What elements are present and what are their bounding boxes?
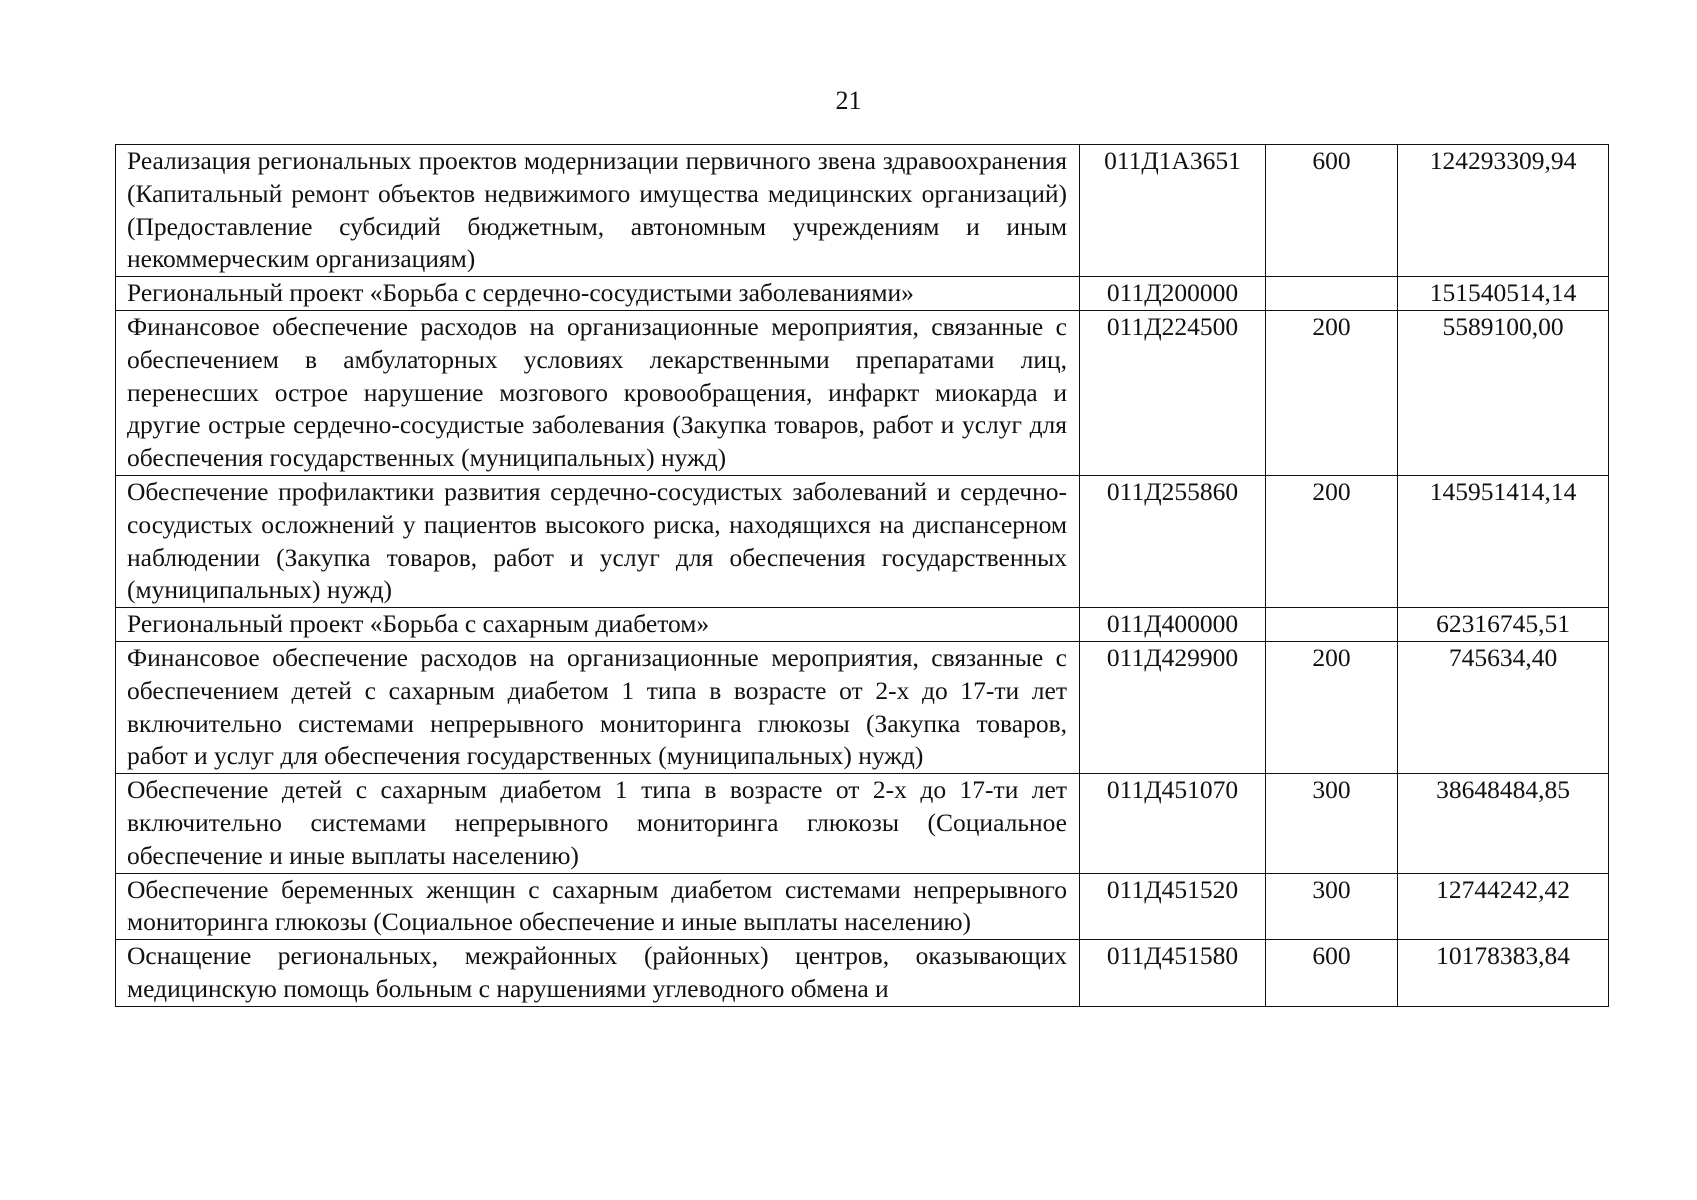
row-description: Финансовое обеспечение расходов на организационные мероприятия, связанные с обеспечением в амбулаторных условиях лекарственными препаратами лиц, перенесших острое нарушение мозгового кровообращения, инфаркт миокарда и другие острые сердечно-сосудистые заболевания (Закупка товаров, работ и услуг для обеспечения государственных (муниципальных) нужд) (116, 310, 1080, 475)
row-amount: 145951414,14 (1398, 475, 1609, 607)
row-expense-type: 200 (1266, 475, 1398, 607)
row-description: Региональный проект «Борьба с сахарным диабетом» (116, 608, 1080, 642)
row-description: Обеспечение беременных женщин с сахарным диабетом системами непрерывного мониторинга глюкозы (Социальное обеспечение и иные выплаты населению) (116, 873, 1080, 940)
table-row (116, 774, 1609, 873)
row-expense-type: 200 (1266, 641, 1398, 773)
row-expense-type (1266, 277, 1398, 311)
row-description: Оснащение региональных, межрайонных (районных) центров, оказывающих медицинскую помощь больным с нарушениями углеводного обмена и (116, 940, 1080, 1007)
row-description: Обеспечение детей с сахарным диабетом 1 типа в возрасте от 2-х до 17-ти лет включительно системами непрерывного мониторинга глюкозы (Социальное обеспечение и иные выплаты населению) (116, 774, 1080, 873)
row-amount: 745634,40 (1398, 641, 1609, 773)
table-row (116, 608, 1609, 642)
row-expense-type: 200 (1266, 310, 1398, 475)
row-target-code: 011Д1А3651 (1080, 145, 1266, 277)
row-target-code: 011Д451580 (1080, 940, 1266, 1007)
row-target-code: 011Д451070 (1080, 774, 1266, 873)
row-amount: 151540514,14 (1398, 277, 1609, 311)
table-row (116, 145, 1609, 277)
row-target-code: 011Д400000 (1080, 608, 1266, 642)
budget-allocation-table (115, 144, 1609, 1007)
row-amount: 12744242,42 (1398, 873, 1609, 940)
row-amount: 62316745,51 (1398, 608, 1609, 642)
table-row (116, 873, 1609, 940)
row-amount: 5589100,00 (1398, 310, 1609, 475)
table-row (116, 940, 1609, 1007)
row-amount: 10178383,84 (1398, 940, 1609, 1007)
row-expense-type (1266, 608, 1398, 642)
row-target-code: 011Д255860 (1080, 475, 1266, 607)
row-description: Обеспечение профилактики развития сердечно-сосудистых заболеваний и сердечно-сосудистых осложнений у пациентов высокого риска, находящихся на диспансерном наблюдении (Закупка товаров, работ и услуг для обеспечения государственных (муниципальных) нужд) (116, 475, 1080, 607)
row-expense-type: 300 (1266, 774, 1398, 873)
row-target-code: 011Д451520 (1080, 873, 1266, 940)
table-row (116, 277, 1609, 311)
table-row (116, 310, 1609, 475)
row-expense-type: 600 (1266, 145, 1398, 277)
row-amount: 38648484,85 (1398, 774, 1609, 873)
row-expense-type: 600 (1266, 940, 1398, 1007)
row-description: Финансовое обеспечение расходов на организационные мероприятия, связанные с обеспечением детей с сахарным диабетом 1 типа в возрасте от 2-х до 17-ти лет включительно системами непрерывного мониторинга глюкозы (Закупка товаров, работ и услуг для обеспечения государственных (муниципальных) нужд) (116, 641, 1080, 773)
row-description: Региональный проект «Борьба с сердечно-сосудистыми заболеваниями» (116, 277, 1080, 311)
row-target-code: 011Д429900 (1080, 641, 1266, 773)
page-number: 21 (835, 86, 862, 115)
row-description: Реализация региональных проектов модернизации первичного звена здравоохранения (Капитальный ремонт объектов недвижимого имущества медицинских организаций) (Предоставление субсидий бюджетным, автономным учреждениям и иным некоммерческим организациям) (116, 145, 1080, 277)
row-expense-type: 300 (1266, 873, 1398, 940)
table-row (116, 641, 1609, 773)
row-target-code: 011Д200000 (1080, 277, 1266, 311)
row-amount: 124293309,94 (1398, 145, 1609, 277)
row-target-code: 011Д224500 (1080, 310, 1266, 475)
table-row (116, 475, 1609, 607)
